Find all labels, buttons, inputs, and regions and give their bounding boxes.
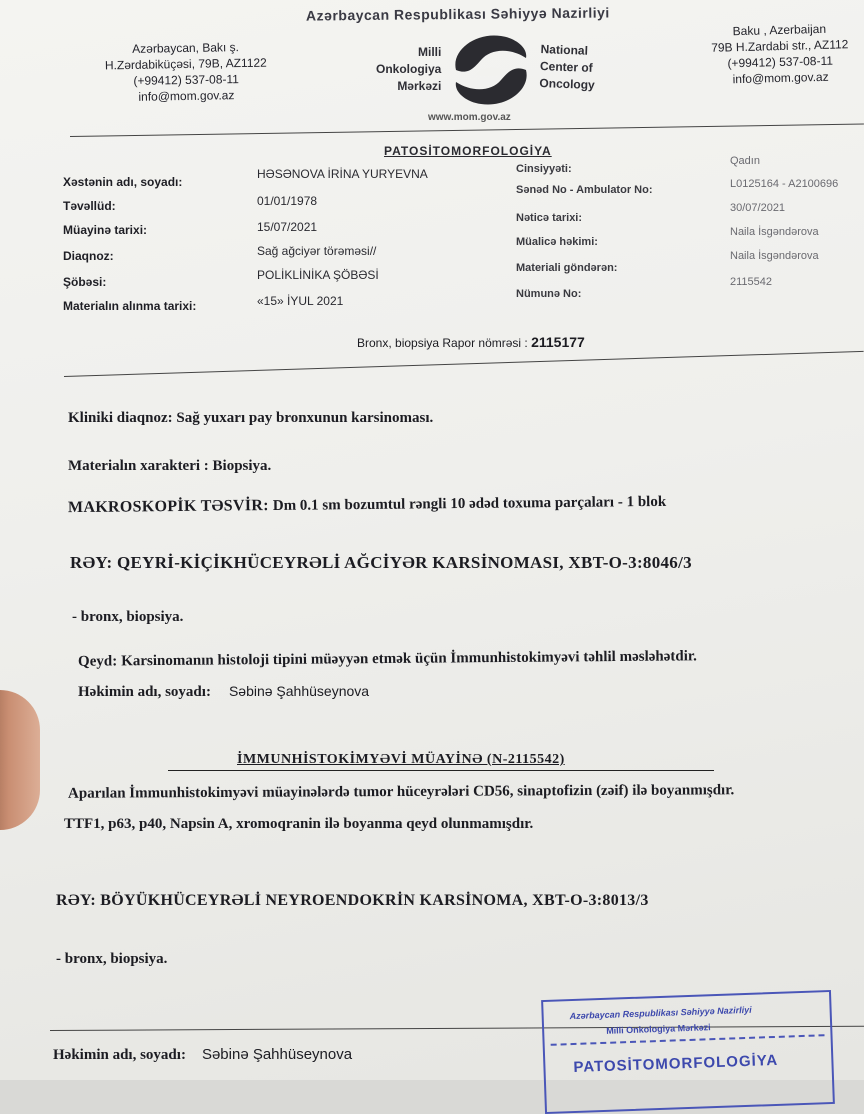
stamp-divider — [551, 1034, 825, 1046]
field-label: Təvəllüd: — [63, 199, 116, 213]
note — [78, 647, 697, 670]
address-line: Baku , Azerbaijan — [732, 21, 827, 39]
info-divider — [64, 351, 864, 377]
logo-line: Center of — [539, 59, 593, 75]
doctor-label: Həkimin adı, soyadı: — [78, 684, 211, 700]
logo-text-az — [376, 44, 441, 95]
conclusion-1: RƏY: QEYRİ-KİÇİKHÜCEYRƏLİ AĞCİYƏR KARSİNOMASI, XBT-O-3:8046/3 — [70, 553, 692, 572]
logo-line: Milli — [418, 45, 442, 59]
field-label: Nümunə No: — [516, 288, 582, 300]
document-number: L0125164 - A2100696 — [730, 178, 839, 190]
field-label: Müalicə həkimi: — [516, 236, 598, 248]
ihk-line-1: Aparılan İmmunhistokimyəvi müayinələrdə tumor hüceyrələri CD56, sinaptofizin (zəif) ilə boyanmışdır. — [67, 782, 735, 802]
logo-line: Oncology — [539, 76, 595, 92]
field-label: Materialın alınma tarixi: — [63, 299, 197, 313]
material-character: Materialın xarakteri : Biopsiya. — [68, 458, 272, 474]
header-divider — [70, 124, 864, 137]
address-line: 79B H.Zardabi str., AZ112 — [711, 37, 849, 55]
field-label: Diaqnoz: — [63, 249, 114, 263]
patient-name: HƏSƏNOVA İRİNA YURYEVNA — [257, 167, 428, 181]
report-number-line — [357, 334, 585, 350]
stamp-line-3: PATOSİTOMORFOLOGİYA — [573, 1051, 779, 1077]
section-title: PATOSİTOMORFOLOGİYA — [384, 144, 552, 158]
field-label: Nəticə tarixi: — [516, 212, 583, 224]
macro-text: Dm 0.1 sm bozumtul rəngli 10 ədəd toxuma parçaları - 1 blok — [272, 493, 667, 514]
site-2: - bronx, biopsiya. — [56, 951, 168, 967]
field-label: Materiali göndərən: — [516, 262, 618, 274]
ihk-underline — [168, 770, 714, 771]
email-line: info@mom.gov.az — [138, 88, 235, 104]
address-line: H.Zərdabiküçəsi, 79B, AZ1122 — [104, 55, 267, 73]
macro-label: MAKROSKOPİK TƏSVİR: — [67, 497, 269, 517]
stamp-line-1: Azərbaycan Respublikası Səhiyyə Nazirliyi — [569, 1004, 752, 1022]
gender: Qadın — [730, 155, 760, 167]
field-label: Şöbəsi: — [63, 275, 107, 289]
address-line: Azərbaycan, Bakı ş. — [132, 40, 240, 56]
doctor-name: Səbinə Şahhüseynova — [201, 1046, 353, 1063]
stamp-line-2: Milli Onkologiya Mərkəzi — [606, 1022, 711, 1036]
material-date: «15» İYUL 2021 — [257, 294, 344, 308]
referring-doctor: Naila İsgəndərova — [730, 250, 819, 262]
diagnosis: Sağ ağciyər törəməsi// — [257, 244, 377, 258]
conclusion-2: RƏY: BÖYÜKHÜCEYRƏLİ NEYROENDOKRİN KARSİNOMA, XBT-O-3:8013/3 — [56, 892, 649, 909]
left-address-block — [85, 38, 286, 105]
ihk-line-2: TTF1, p63, p40, Napsin A, xromoqranin ilə boyanma qeyd olunmamışdır. — [64, 816, 534, 832]
clinical-diagnosis: Kliniki diaqnoz: Sağ yuxarı pay bronxunun karsinoması. — [68, 410, 434, 426]
logo-line: National — [540, 42, 589, 58]
note-text: Karsinomanın histoloji tipini müəyyən etmək üçün İmmunhistokimyəvi təhlil məsləhətdir. — [121, 648, 697, 670]
doctor-label: Həkimin adı, soyadı: — [53, 1047, 186, 1063]
right-address-block — [689, 20, 864, 89]
note-label: Qeyd: — [77, 653, 118, 670]
doctor-name: Səbinə Şahhüseynova — [228, 683, 370, 699]
logo-text-en — [539, 41, 596, 94]
result-date: 30/07/2021 — [730, 202, 786, 214]
department: POLİKLİNİKA ŞÖBƏSİ — [257, 268, 379, 282]
thumb — [0, 690, 40, 830]
macroscopic-description — [68, 493, 666, 517]
doctor-signature-2 — [53, 1046, 352, 1064]
treating-doctor: Naila İsgəndərova — [730, 226, 819, 238]
hands-icon — [446, 30, 536, 110]
field-label: Sənəd No - Ambulator No: — [516, 184, 653, 196]
logo-line: Onkologiya — [376, 62, 442, 76]
ihk-title: İMMUNHİSTOKİMYƏVİ MÜAYİNƏ (N-2115542) — [237, 752, 565, 767]
sample-number: 2115542 — [730, 276, 773, 288]
doctor-signature-1 — [78, 683, 369, 701]
field-label: Cinsiyyəti: — [516, 163, 572, 175]
site-1: - bronx, biopsiya. — [72, 609, 184, 625]
exam-date: 15/07/2021 — [257, 220, 318, 234]
field-label: Müayinə tarixi: — [63, 223, 148, 237]
field-label: Xəstənin adı, soyadı: — [63, 175, 183, 189]
phone-line: (+99412) 537-08-11 — [133, 72, 240, 88]
report-label: Bronx, biopsiya Rapor nömrəsi : — [357, 336, 528, 350]
logo-line: Mərkəzi — [397, 79, 442, 93]
email-line: info@mom.gov.az — [732, 69, 829, 87]
birth-date: 01/01/1978 — [257, 194, 318, 208]
ministry-title: Azərbaycan Respublikası Səhiyyə Nazirliyi — [305, 4, 610, 24]
website: www.mom.gov.az — [428, 112, 511, 123]
report-number: 2115177 — [531, 334, 585, 350]
official-stamp — [541, 990, 835, 1114]
phone-line: (+99412) 537-08-11 — [727, 53, 834, 71]
